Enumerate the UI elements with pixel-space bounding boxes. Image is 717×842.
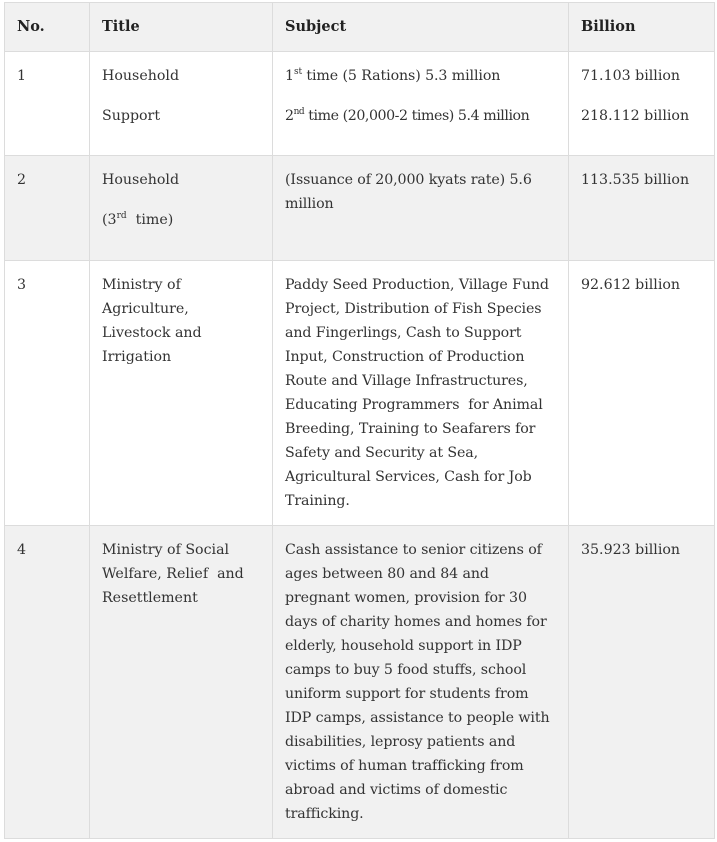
table-row [5,526,715,839]
subject-text: time (20,000-2 times) 5.4 million [304,108,530,124]
title-text: time) [126,212,174,228]
subject-text: time (5 Rations) 5.3 million [301,68,501,84]
cell-no: 2 [5,156,90,261]
table-row [5,52,715,156]
table-row [5,156,715,261]
cell-subject: Paddy Seed Production, Village Fund Project, Distribution of Fish Species and Fingerlings, Cash to Support Input, Construction of Production Route and Village Infrastructures, Educating Programmers for Animal Breeding, Training to Seafarers for Safety and Security at Sea, Agricultural Services, Cash for Job Training. [273,261,569,526]
cell-no: 3 [5,261,90,526]
cell-no: 4 [5,526,90,839]
cell-subject: Cash assistance to senior citizens of ages between 80 and 84 and pregnant women, provision for 30 days of charity homes and homes for elderly, household support in IDP camps to buy 5 food stuffs, school uniform support for students from IDP camps, assistance to people with disabilities, leprosy patients and victims of human trafficking from abroad and victims of domestic trafficking. [273,526,569,839]
ordinal-number: 2 [285,108,294,124]
table-header-row [5,3,715,52]
title-line: Support [102,108,161,124]
header-subject: Subject [273,3,569,52]
billion-value: 71.103 billion [581,68,681,84]
ordinal-suffix: nd [293,107,305,117]
cell-title [90,52,273,156]
cell-title [90,156,273,261]
budget-table [4,2,715,839]
cell-title: Ministry of Agriculture, Livestock and Irrigation [90,261,273,526]
title-line [102,208,260,232]
title-line: Household [102,68,180,84]
title-line: Household [102,172,180,188]
ordinal-suffix: st [293,67,302,77]
cell-no: 1 [5,52,90,156]
header-billion: Billion [569,3,715,52]
billion-value: 218.112 billion [581,108,690,124]
cell-billion: 113.535 billion [569,156,715,261]
cell-billion: 35.923 billion [569,526,715,839]
table-row [5,261,715,526]
ordinal-number: 1 [285,68,294,84]
title-text: (3 [102,212,117,228]
cell-title: Ministry of Social Welfare, Relief and Resettlement [90,526,273,839]
subject-line [285,64,556,88]
cell-subject [273,52,569,156]
cell-billion: 92.612 billion [569,261,715,526]
subject-line [285,104,556,128]
cell-billion [569,52,715,156]
header-no: No. [5,3,90,52]
header-title: Title [90,3,273,52]
ordinal-suffix: rd [116,211,127,221]
cell-subject: (Issuance of 20,000 kyats rate) 5.6 million [273,156,569,261]
